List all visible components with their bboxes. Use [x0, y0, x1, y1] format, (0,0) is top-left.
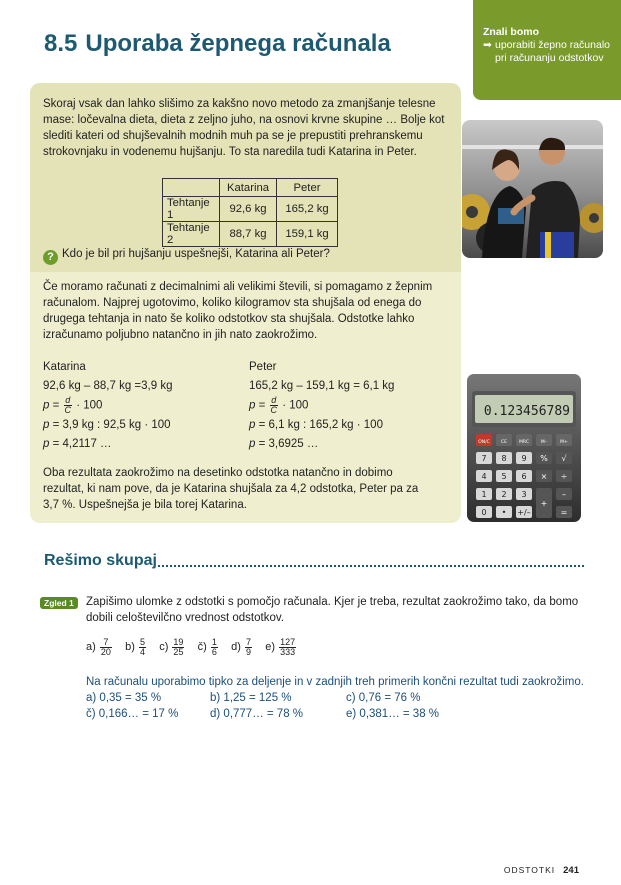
- answer-b: b) 1,25 = 125 %: [210, 692, 292, 704]
- katarina-calculation: [43, 358, 233, 454]
- fraction-label: e): [265, 641, 276, 654]
- fraction-item: [265, 637, 297, 657]
- calculator-key-label: ×: [540, 472, 548, 481]
- calculator-illustration: [466, 373, 582, 523]
- page-title: [44, 30, 391, 58]
- peter-diff: 165,2 kg – 159,1 kg = 6,1 kg: [249, 380, 395, 392]
- fraction: [211, 638, 218, 657]
- learning-goals-tab: [473, 0, 621, 100]
- fraction: [172, 638, 184, 657]
- calculator-key-label: –: [562, 490, 566, 499]
- footer-section: ODSTOTKI: [503, 865, 556, 875]
- formula-eq: =: [52, 399, 60, 412]
- calculator-key-label: 3: [521, 490, 527, 499]
- formula-rest: · 100: [282, 399, 309, 412]
- explanation-paragraph: Če moramo računati z decimalnimi ali velikimi števili, si pomagamo z žepnim računalom. Najprej ugotovimo, koliko kilogramov sta shujšala od enega do drugega tehtanja in nato še koliko odstotkov sta shujšala. Odstotke lahko izračunamo poljubno natančno in jih nato zaokrožimo.: [43, 281, 433, 341]
- katarina-calc-line: [43, 416, 233, 435]
- fraction-denominator: 25: [173, 647, 184, 657]
- goals-item: [483, 39, 613, 65]
- table-header-cell: Peter: [277, 179, 338, 197]
- answer-c-caron: č) 0,166… = 17 %: [86, 708, 179, 720]
- katarina-name: Katarina: [43, 361, 86, 373]
- katarina-result-line: [43, 435, 233, 454]
- fraction-item: [231, 637, 253, 657]
- dotted-rule: [158, 565, 584, 567]
- fraction: [139, 638, 146, 657]
- calculator-key-label: 0: [481, 508, 487, 517]
- calculator-key-label: M–: [540, 440, 548, 445]
- peter-calc: = 6,1 kg : 165,2 kg · 100: [258, 418, 383, 431]
- fraction-numerator: 19: [173, 637, 184, 647]
- table-header-row: [163, 179, 338, 197]
- fraction-denominator: 9: [246, 647, 252, 657]
- fraction-label: č): [197, 641, 207, 654]
- conclusion-paragraph: Oba rezultata zaokrožimo na desetinko odstotka natančno in dobimo rezultat, ki nam pove, da je Katarina shujšala za 4,2 odstotka, Peter pa za 3,7 %. Uspešnejša je bila torej Katarina.: [43, 467, 419, 511]
- fraction-item: [125, 637, 147, 657]
- calculator-key-label: +/–: [517, 508, 531, 517]
- calculator-key-label: +: [540, 499, 548, 508]
- intro-paragraph: Skoraj vsak dan lahko slišimo za kakšno novo metodo za zmanjšanje telesne mase: ločevalna dieta, dieta z zeljno juho, na osnovi krvne skupine … Bolje kot slediti kateri od shujševalnih modnih muh pa se je prepustiti prehranskemu strokovnjaku in vodenemu hujšanju. To sta naredila tudi Katarina in Peter.: [43, 98, 445, 158]
- calculator-key-label: ON/C: [478, 440, 490, 445]
- fraction-numerator: 5: [139, 637, 145, 647]
- katarina-calc: = 3,9 kg : 92,5 kg · 100: [52, 418, 171, 431]
- calculator-key-label: =: [560, 508, 568, 517]
- fraction-label: d): [231, 641, 241, 654]
- calculator-key-label: √: [561, 454, 567, 463]
- table-cell: Tehtanje 2: [163, 222, 220, 247]
- page-number: 241: [563, 865, 579, 876]
- answer-d: d) 0,777… = 78 %: [210, 708, 304, 720]
- formula-var: p: [43, 437, 50, 450]
- table-cell: 165,2 kg: [277, 197, 338, 222]
- calculator-key-label: 7: [481, 454, 487, 463]
- calculator-key-label: 9: [521, 454, 527, 463]
- fraction-denominator: 333: [280, 647, 296, 657]
- calculator-key-label: MRC: [519, 440, 529, 445]
- peter-formula: [249, 396, 449, 416]
- table-cell: 159,1 kg: [277, 222, 338, 247]
- arrow-right-icon: ➡: [483, 39, 492, 51]
- fraction-denominator: 20: [100, 647, 111, 657]
- formula-eq: =: [258, 399, 266, 412]
- table-cell: 88,7 kg: [220, 222, 277, 247]
- fraction-numerator: 7: [246, 637, 252, 647]
- section-heading: Rešimo skupaj: [44, 552, 157, 569]
- fraction-label: b): [125, 641, 135, 654]
- fraction: [245, 638, 252, 657]
- formula-var: p: [249, 418, 256, 431]
- table-cell: 92,6 kg: [220, 197, 277, 222]
- table-header-cell: Katarina: [220, 179, 277, 197]
- question-icon: ?: [43, 250, 58, 265]
- fraction-numerator: 127: [280, 637, 296, 647]
- peter-calculation: [249, 358, 449, 454]
- table-row: [163, 197, 338, 222]
- page-footer: [504, 865, 579, 876]
- question-text: Kdo je bil pri hujšanju uspešnejši, Katarina ali Peter?: [62, 248, 330, 260]
- formula-var: p: [43, 399, 50, 412]
- answer-e: e) 0,381… = 38 %: [346, 708, 440, 720]
- calculator-key-label: M+: [560, 440, 568, 445]
- calculator-key-label: 6: [521, 472, 527, 481]
- peter-result: = 3,6925 …: [258, 437, 319, 450]
- fraction-denominator: C: [270, 405, 278, 415]
- fraction-item: [86, 637, 113, 657]
- fraction-item: [159, 637, 185, 657]
- peter-calc-line: [249, 416, 449, 435]
- peter-name: Peter: [249, 361, 277, 373]
- table-cell: Tehtanje 1: [163, 197, 220, 222]
- question: [43, 246, 330, 265]
- formula-rest: · 100: [76, 399, 103, 412]
- fraction: [270, 396, 279, 415]
- fraction-label: a): [86, 641, 96, 654]
- gym-photo: [462, 120, 603, 258]
- weight-table: [162, 178, 338, 247]
- calculator-key-label: 4: [481, 472, 487, 481]
- calculator-key-label: 8: [501, 454, 507, 463]
- formula-var: p: [43, 418, 50, 431]
- calculator-key-label: %: [540, 454, 548, 463]
- calculator-key-label: 5: [501, 472, 507, 481]
- title-text: Uporaba žepnega računala: [85, 30, 391, 57]
- table-row: [163, 222, 338, 247]
- formula-var: p: [249, 399, 256, 412]
- peter-result-line: [249, 435, 449, 454]
- calculator-key-label: 2: [501, 490, 507, 499]
- fraction: [100, 638, 112, 657]
- example-badge: Zgled 1: [40, 597, 78, 609]
- fraction-numerator: 1: [211, 637, 217, 647]
- fraction-numerator: 7: [100, 638, 112, 648]
- fraction: [64, 396, 73, 415]
- fraction-denominator: C: [64, 405, 72, 415]
- formula-var: p: [249, 437, 256, 450]
- katarina-formula: [43, 396, 233, 416]
- answer-c: c) 0,76 = 76 %: [346, 692, 421, 704]
- fraction-list: [86, 638, 297, 657]
- section-number: 8.5: [44, 30, 78, 57]
- calculator-key-label: ÷: [560, 472, 568, 481]
- calculator-key-label: CE: [501, 440, 507, 445]
- fraction-numerator: d: [65, 395, 71, 405]
- goals-heading: Znali bomo: [483, 26, 539, 38]
- solution-intro: Na računalu uporabimo tipko za deljenje in v zadnjih treh primerih končni rezultat tudi zaokrožimo.: [86, 676, 584, 688]
- calculator-key-label: •: [501, 508, 507, 517]
- table-header-cell: [163, 179, 220, 197]
- katarina-diff: 92,6 kg – 88,7 kg =3,9 kg: [43, 380, 173, 392]
- fraction-numerator: d: [271, 395, 277, 405]
- fraction-item: [197, 637, 219, 657]
- katarina-result: = 4,2117 …: [52, 437, 112, 450]
- answer-a: a) 0,35 = 35 %: [86, 692, 162, 704]
- fraction-denominator: 4: [139, 647, 145, 657]
- fraction-denominator: 6: [211, 647, 217, 657]
- calculator-key-label: 1: [481, 490, 487, 499]
- calculator-display: 0.123456789: [483, 404, 570, 419]
- goals-item-text: uporabiti žepno računalo pri računanju odstotkov: [495, 39, 610, 64]
- fraction-label: c): [159, 641, 169, 654]
- fraction: [279, 638, 296, 657]
- task-text: Zapišimo ulomke z odstotki s pomočjo računala. Kjer je treba, rezultat zaokrožimo tako, da bomo dobili celoštevilčno vrednost odstotkov.: [86, 596, 579, 624]
